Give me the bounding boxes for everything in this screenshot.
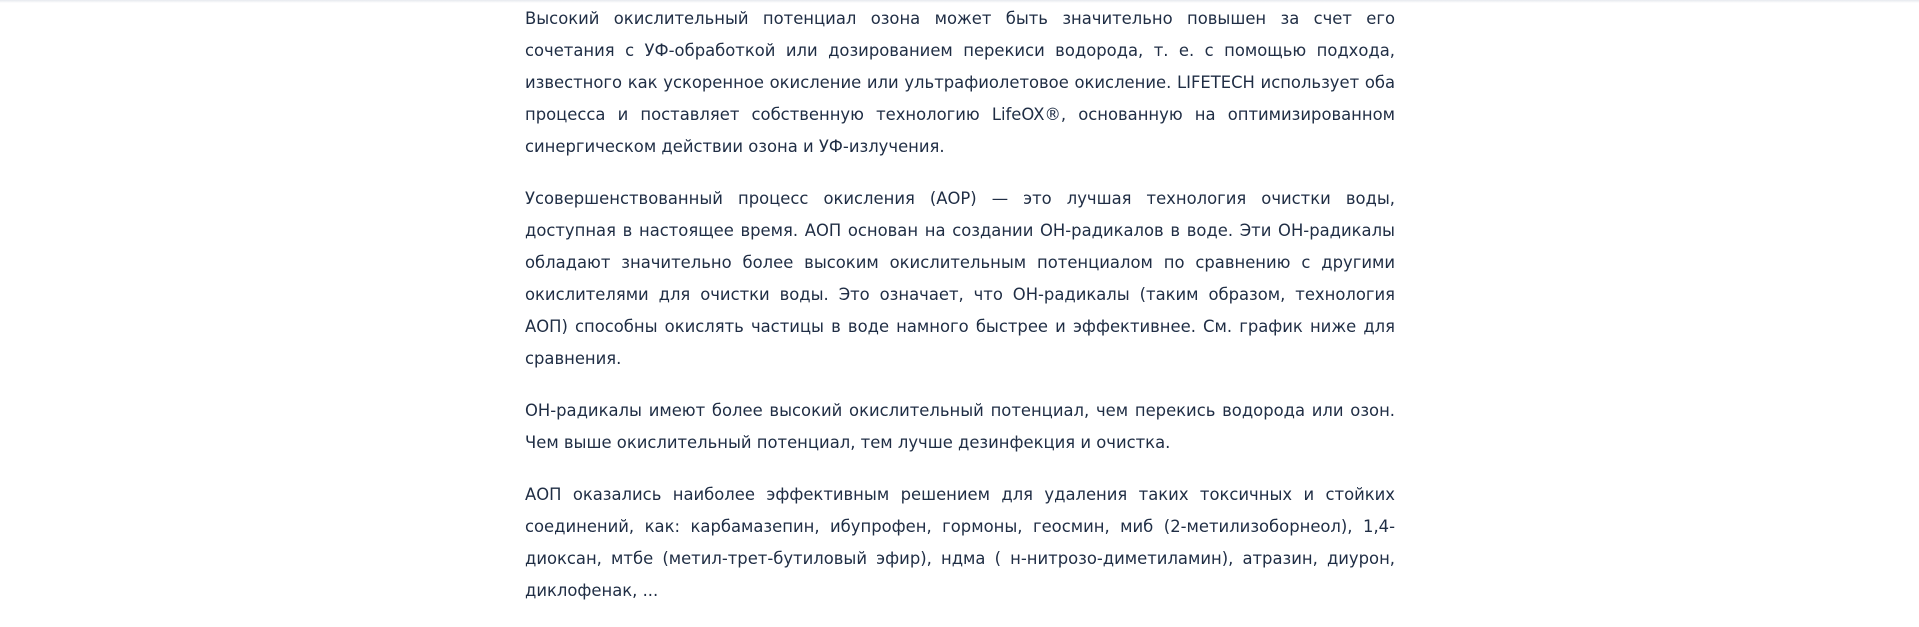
article-body bbox=[525, 3, 1395, 627]
paragraph-oh-radicals: ОН-радикалы имеют более высокий окислительный потенциал, чем перекись водорода или озон. Чем выше окислительный потенциал, тем лучше дезинфекция и очистка. bbox=[525, 401, 1395, 452]
paragraph-aop-process: Усовершенствованный процесс окисления (АОР) — это лучшая технология очистки воды, доступная в настоящее время. АОП основан на создании ОН-радикалов в воде. Эти ОН-радикалы обладают значительно более высоким окислительным потенциалом по сравнению с другими окислителями для очистки воды. Это означает, что ОН-радикалы (таким образом, технология АОП) способны окислять частицы в воде намного быстрее и эффективнее. См. график ниже для сравнения. bbox=[525, 189, 1395, 368]
paragraph-ozone-oxidation: Высокий окислительный потенциал озона может быть значительно повышен за счет его сочетания с УФ-обработкой или дозированием перекиси водорода, т. е. с помощью подхода, известного как ускоренное окисление или ультрафиолетовое окисление. LIFETECH использует оба процесса и поставляет собственную технологию LifeOX®, основанную на оптимизированном синергическом действии озона и УФ-излучения. bbox=[525, 9, 1395, 156]
paragraph-aop-compounds: АОП оказались наиболее эффективным решением для удаления таких токсичных и стойких соединений, как: карбамазепин, ибупрофен, гормоны, геосмин, миб (2-метилизоборнеол), 1,4-диоксан, мтбе (метил-трет-бутиловый эфир), ндма ( н-нитрозо-диметиламин), атразин, диурон, диклофенак, ... bbox=[525, 485, 1395, 600]
